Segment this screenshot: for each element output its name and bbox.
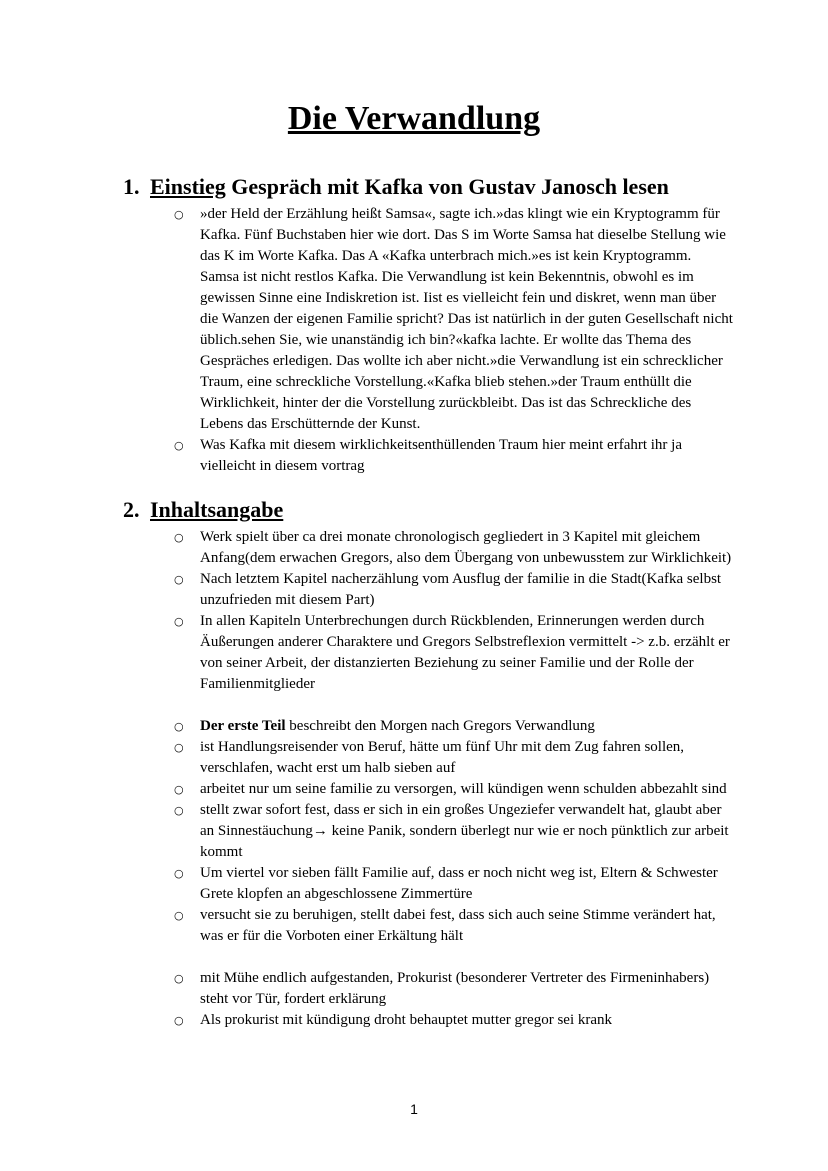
page-number: 1 — [410, 1101, 418, 1117]
section-keyword: Einstieg — [150, 174, 226, 199]
section-number: 1. — [123, 174, 140, 199]
section-title-rest: Gespräch mit Kafka von Gustav Janosch lesen — [225, 174, 669, 199]
bullet-list-einstieg — [174, 204, 734, 477]
section-heading-inhaltsangabe — [123, 497, 283, 523]
section-number: 2. — [123, 497, 140, 522]
list-item: ○ In allen Kapiteln Unterbrechungen durch Rückblenden, Erinnerungen werden durch Äußerungen anderer Charaktere und Gregors Selbstreflexion vermittelt -> z.b. erzählt er von seiner Arbeit, der distanzierten Beziehung zu seiner Familie und der Rolle der Familienmitglieder — [174, 611, 734, 695]
page-title: Die Verwandlung — [287, 100, 541, 137]
list-item: ○ versucht sie zu beruhigen, stellt dabei fest, dass sich auch seine Stimme verändert hat, was er für die Vorboten einer Erkältung hält — [174, 905, 734, 947]
list-item: ○ Werk spielt über ca drei monate chronologisch gegliedert in 3 Kapitel mit gleichem Anfang(dem erwachen Gregors, also dem Übergang von unbewusstem zur Wirklichkeit) — [174, 527, 734, 569]
list-item: ○ ist Handlungsreisender von Beruf, hätte um fünf Uhr mit dem Zug fahren sollen, verschlafen, wacht erst um halb sieben auf — [174, 737, 734, 779]
list-item: ○ stellt zwar sofort fest, dass er sich in ein großes Ungeziefer verwandelt hat, glaubt aber an Sinnestäuchung→ keine Panik, sondern überlegt nur wie er noch pünktlich zur arbeit kommt — [174, 800, 734, 863]
list-item: ○ Nach letztem Kapitel nacherzählung vom Ausflug der familie in die Stadt(Kafka selbst unzufrieden mit diesem Part) — [174, 569, 734, 611]
list-item: ○ Was Kafka mit diesem wirklichkeitsenthüllenden Traum hier meint erfahrt ihr ja vielleicht in diesem vortrag — [174, 435, 734, 477]
erster-teil-text: beschreibt den Morgen nach Gregors Verwandlung — [285, 718, 595, 734]
section-heading-einstieg — [123, 174, 669, 200]
list-item: ○ mit Mühe endlich aufgestanden, Prokurist (besonderer Vertreter des Firmeninhabers) steht vor Tür, fordert erklärung — [174, 968, 734, 1010]
list-item: ○ Als prokurist mit kündigung droht behauptet mutter gregor sei krank — [174, 1010, 734, 1031]
list-item: ○ arbeitet nur um seine familie zu versorgen, will kündigen wenn schulden abbezahlt sind — [174, 779, 734, 800]
bullet-list-inhalt — [174, 527, 734, 1031]
list-item-erster-teil — [174, 716, 734, 737]
erster-teil-label: Der erste Teil — [200, 718, 286, 734]
section-keyword: Inhaltsangabe — [150, 497, 284, 522]
list-item: ○ »der Held der Erzählung heißt Samsa«, sagte ich.»das klingt wie ein Kryptogramm für Kafka. Fünf Buchstaben hier wie dort. Das S im Worte Samsa hat dieselbe Stellung wie das K im Worte Kafka. Das A «Kafka unterbrach mich.»es ist kein Kryptogramm. Samsa ist nicht restlos Kafka. Die Verwandlung ist kein Bekenntnis, obwohl es im gewissen Sinne eine Indiskretion ist. Iist es vielleicht fein und diskret, wenn man über die Wanzen der eigenen Familie spricht? Das ist natürlich in der guten Gesellschaft nicht üblich.sehen Sie, wie unanständig ich bin?«kafka lachte. Er wollte das Thema des Gespräches erledigen. Das wollte ich aber nicht.»die Verwandlung ist ein schrecklicher Traum, eine schreckliche Vorstellung.«Kafka blieb stehen.»der Traum enthüllt die Wirklichkeit, hinter der die Vorstellung zurückbleibt. Das ist das Schreckliche des Lebens das Erschütternde der Kunst. — [174, 204, 734, 435]
list-item: ○ Um viertel vor sieben fällt Familie auf, dass er noch nicht weg ist, Eltern & Schwester Grete klopfen an abgeschlossene Zimmertüre — [174, 863, 734, 905]
